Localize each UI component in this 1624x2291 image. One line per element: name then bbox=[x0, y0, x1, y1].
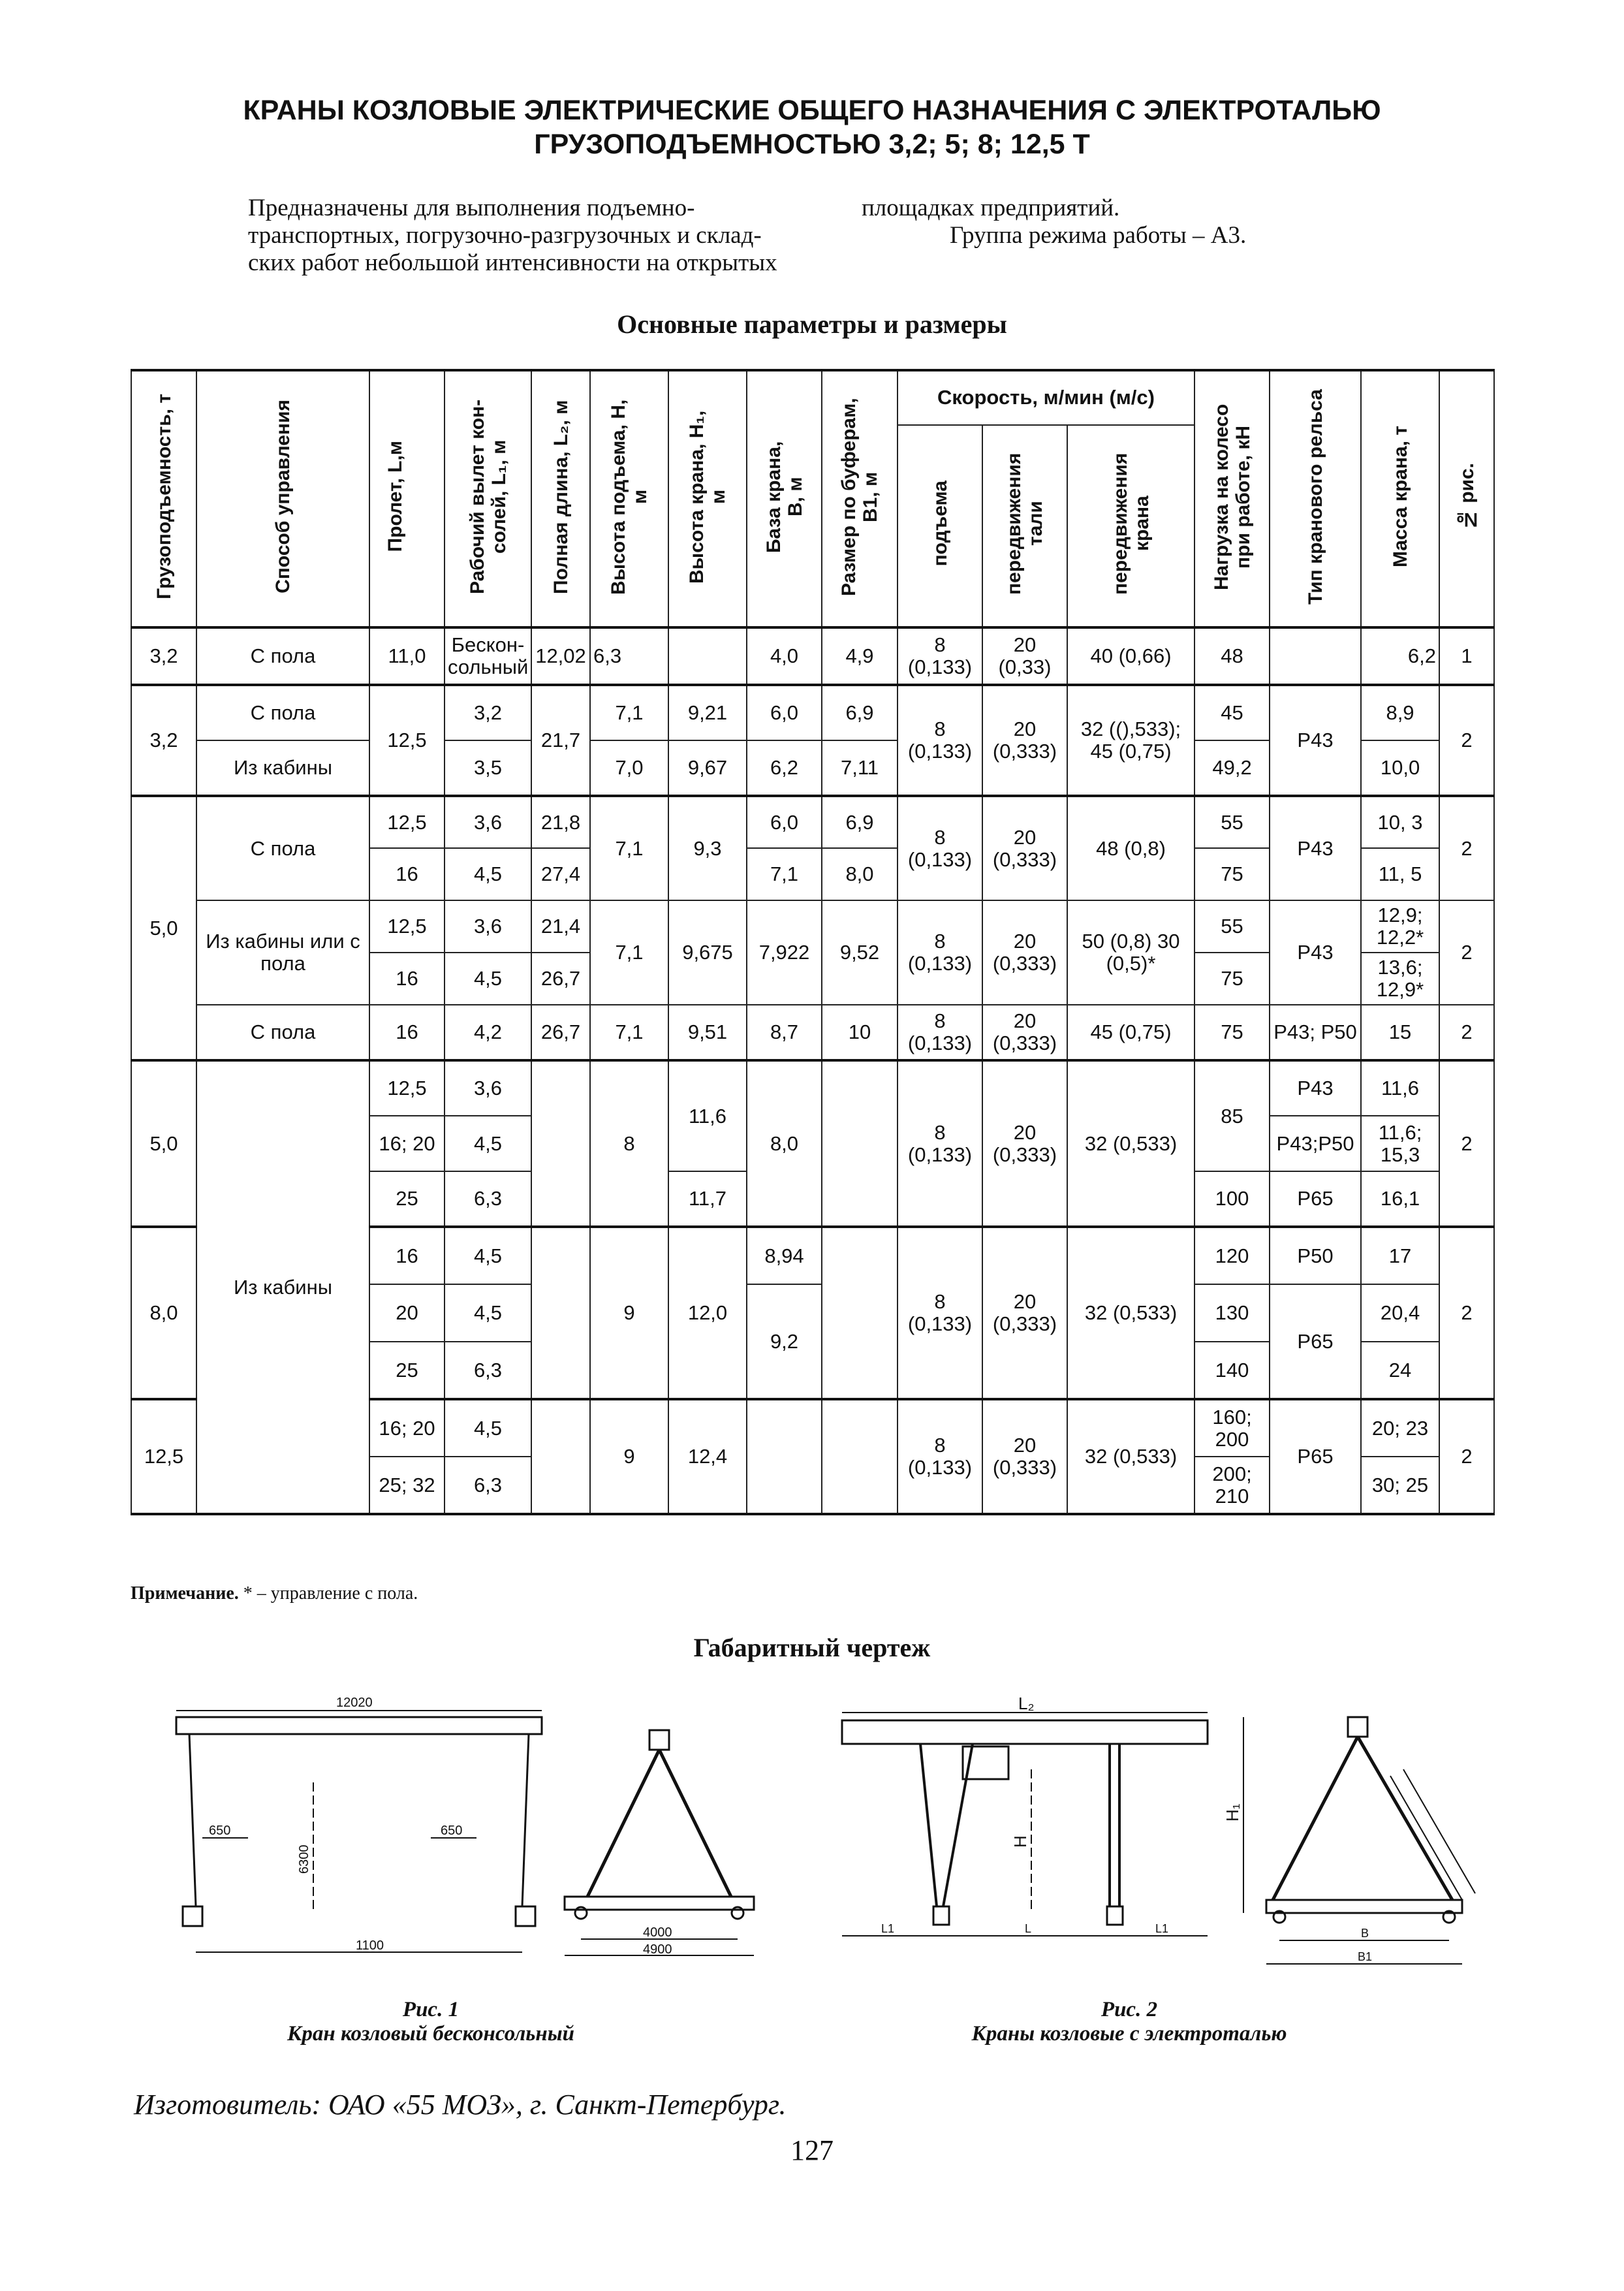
cell: 6,0 bbox=[747, 796, 822, 848]
cell: 9,2 bbox=[747, 1284, 822, 1399]
cell: 20 (0,333) bbox=[982, 1399, 1067, 1514]
page-title bbox=[131, 93, 1493, 161]
fig1-wheel-left bbox=[183, 1906, 202, 1926]
label-4000: 4000 bbox=[643, 1925, 672, 1940]
cell: 10 bbox=[822, 1005, 898, 1060]
cell: 9,67 bbox=[668, 740, 747, 796]
cell: 50 (0,8) 30 (0,5)* bbox=[1067, 900, 1195, 1005]
cell: 9,51 bbox=[668, 1005, 747, 1060]
cell: 10,0 bbox=[1361, 740, 1439, 796]
cell: 4,5 bbox=[445, 848, 531, 900]
header-lift: Высота подъема, Н, м bbox=[608, 398, 651, 595]
cell: 24 bbox=[1361, 1342, 1439, 1399]
note-label: Примечание. bbox=[131, 1583, 239, 1604]
header-rail: Тип кранового рельса bbox=[1304, 388, 1326, 605]
cell: Из кабины bbox=[196, 740, 369, 796]
parameters-table bbox=[131, 369, 1495, 1515]
cell: 85 bbox=[1195, 1060, 1270, 1171]
table-note bbox=[131, 1583, 418, 1604]
header-speed-crane: передвижения крана bbox=[1109, 452, 1153, 595]
title-line-1: КРАНЫ КОЗЛОВЫЕ ЭЛЕКТРИЧЕСКИЕ ОБЩЕГО НАЗНАЧЕНИЯ С ЭЛЕКТРОТАЛЬЮ bbox=[243, 95, 1381, 126]
cell: 13,6; 12,9* bbox=[1361, 953, 1439, 1005]
header-length: Полная длина, L₂, м bbox=[550, 399, 572, 594]
cell: 8 (0,133) bbox=[898, 627, 982, 685]
cell: 2 bbox=[1439, 796, 1494, 900]
label-L1-right: L1 bbox=[1155, 1922, 1169, 1935]
cell: 48 (0,8) bbox=[1067, 796, 1195, 900]
cell: 1 bbox=[1439, 627, 1494, 685]
cell: 8 (0,133) bbox=[898, 1227, 982, 1399]
cell: 12,0 bbox=[668, 1227, 747, 1399]
manufacturer: Изготовитель: ОАО «55 МОЗ», г. Санкт-Петербург. bbox=[134, 2089, 787, 2121]
label-L: L bbox=[1025, 1922, 1032, 1935]
cell: Р50 bbox=[1270, 1227, 1361, 1284]
cell: 120 bbox=[1195, 1227, 1270, 1284]
cell: 4,2 bbox=[445, 1005, 531, 1060]
cell: 2 bbox=[1439, 900, 1494, 1005]
cell: 32 (0,533) bbox=[1067, 1399, 1195, 1514]
cell: С пола bbox=[196, 627, 369, 685]
cell: 3,2 bbox=[445, 685, 531, 740]
cell: 75 bbox=[1195, 953, 1270, 1005]
cell: 11, 5 bbox=[1361, 848, 1439, 900]
cell: 32 ((),533); 45 (0,75) bbox=[1067, 685, 1195, 796]
cell: 49,2 bbox=[1195, 740, 1270, 796]
cell: 9,52 bbox=[822, 900, 898, 1005]
header-speed-hoist: передвижения тали bbox=[1003, 452, 1046, 595]
cell: 20 (0,333) bbox=[982, 1060, 1067, 1227]
table-row bbox=[131, 900, 1494, 953]
cell: 2 bbox=[1439, 1060, 1494, 1227]
cell: 11,0 bbox=[369, 627, 445, 685]
header-fig: № рис. bbox=[1456, 462, 1478, 531]
cell: 3,6 bbox=[445, 900, 531, 953]
table-row bbox=[131, 1005, 1494, 1060]
cell: Р65 bbox=[1270, 1284, 1361, 1399]
cell bbox=[747, 1399, 822, 1514]
cell: 6,3 bbox=[590, 627, 668, 685]
cell: 100 bbox=[1195, 1171, 1270, 1227]
cell: Р43 bbox=[1270, 1060, 1361, 1116]
label-6300: 6300 bbox=[297, 1844, 311, 1874]
fig1-leg-left bbox=[189, 1734, 196, 1906]
cell: 25; 32 bbox=[369, 1457, 445, 1514]
cell: 8 bbox=[590, 1060, 668, 1227]
cell: 4,5 bbox=[445, 1284, 531, 1342]
cell: 7,922 bbox=[747, 900, 822, 1005]
cell bbox=[822, 1399, 898, 1514]
cell: 11,6 bbox=[1361, 1060, 1439, 1116]
fig1-leg-right bbox=[522, 1734, 529, 1906]
label-650-left: 650 bbox=[209, 1824, 231, 1838]
cell: 7,1 bbox=[590, 796, 668, 900]
cell: 40 (0,66) bbox=[1067, 627, 1195, 685]
cell: 5,0 bbox=[131, 1060, 196, 1227]
cell: 4,0 bbox=[747, 627, 822, 685]
header-wheel-load: Нагрузка на колесо при работе, кН bbox=[1210, 403, 1254, 590]
label-H: H bbox=[1010, 1835, 1030, 1848]
cell: 20; 23 bbox=[1361, 1399, 1439, 1457]
cell: 3,5 bbox=[445, 740, 531, 796]
fig1-side-top bbox=[649, 1730, 669, 1750]
cell: 16 bbox=[369, 953, 445, 1005]
cell: 3,2 bbox=[131, 685, 196, 796]
cell: 8,9 bbox=[1361, 685, 1439, 740]
cell: 4,5 bbox=[445, 1399, 531, 1457]
cell: 200; 210 bbox=[1195, 1457, 1270, 1514]
label-H1: H₁ bbox=[1223, 1803, 1242, 1822]
figure-2-text: Краны козловые с электроталью bbox=[971, 2022, 1287, 2046]
title-line-2: ГРУЗОПОДЪЕМНОСТЬЮ 3,2; 5; 8; 12,5 Т bbox=[534, 129, 1090, 160]
figure-1-num: Рис. 1 bbox=[402, 1998, 460, 2021]
cell: 6,9 bbox=[822, 796, 898, 848]
table-row bbox=[131, 1060, 1494, 1116]
cell: 9 bbox=[590, 1227, 668, 1399]
cell bbox=[668, 627, 747, 685]
cell: 20 bbox=[369, 1284, 445, 1342]
cell bbox=[822, 1060, 898, 1227]
cell: Р43 bbox=[1270, 900, 1361, 1005]
cell bbox=[822, 1227, 898, 1399]
cell: С пола bbox=[196, 1005, 369, 1060]
cell: С пола bbox=[196, 685, 369, 740]
cell: 8,0 bbox=[747, 1060, 822, 1227]
label-4900: 4900 bbox=[643, 1942, 672, 1957]
cell bbox=[531, 1399, 590, 1514]
cell: 8,0 bbox=[131, 1227, 196, 1399]
cell: 12,9; 12,2* bbox=[1361, 900, 1439, 953]
cell: 16; 20 bbox=[369, 1116, 445, 1171]
cell: 2 bbox=[1439, 1399, 1494, 1514]
cell: 6,2 bbox=[1361, 627, 1439, 685]
cell: 12,5 bbox=[369, 685, 445, 796]
cell bbox=[531, 1227, 590, 1399]
cell: 11,6 bbox=[668, 1060, 747, 1171]
cell: 6,3 bbox=[445, 1457, 531, 1514]
fig2-side-leg-right bbox=[1358, 1737, 1452, 1900]
cell: 55 bbox=[1195, 900, 1270, 953]
label-1100: 1100 bbox=[356, 1938, 384, 1953]
header-buffer: Размер по буферам, В1, м bbox=[838, 397, 881, 596]
cell: 20 (0,33) bbox=[982, 627, 1067, 685]
cell: 2 bbox=[1439, 1227, 1494, 1399]
cell: 32 (0,533) bbox=[1067, 1060, 1195, 1227]
fig2-side-ladder bbox=[1390, 1769, 1475, 1900]
cell: 15 bbox=[1361, 1005, 1439, 1060]
header-control: Способ управления bbox=[272, 400, 294, 593]
cell: 12,5 bbox=[369, 1060, 445, 1116]
cell: 45 bbox=[1195, 685, 1270, 740]
drawing-title: Габаритный чертеж bbox=[693, 1633, 931, 1662]
fig2-leg-left-2 bbox=[943, 1744, 973, 1906]
figure-2-num: Рис. 2 bbox=[1101, 1998, 1158, 2021]
cell: 6,9 bbox=[822, 685, 898, 740]
label-12020: 12020 bbox=[336, 1698, 373, 1710]
fig1-beam bbox=[176, 1717, 542, 1734]
cell: 8 (0,133) bbox=[898, 1060, 982, 1227]
header-row bbox=[131, 370, 1494, 425]
cell: 3,6 bbox=[445, 796, 531, 848]
cell: 45 (0,75) bbox=[1067, 1005, 1195, 1060]
cell: 9,21 bbox=[668, 685, 747, 740]
intro-line: транспортных, погрузочно-разгрузочных и склад- bbox=[248, 222, 762, 249]
cell: Р43 bbox=[1270, 796, 1361, 900]
header-capacity: Грузоподъемность, т bbox=[153, 394, 175, 599]
cell: 8 (0,133) bbox=[898, 685, 982, 796]
intro-line: Предназначены для выполнения подъемно- bbox=[248, 195, 695, 221]
cell: 8 (0,133) bbox=[898, 1005, 982, 1060]
cell: 20 (0,333) bbox=[982, 1005, 1067, 1060]
cell: 12,5 bbox=[369, 796, 445, 848]
cell: 21,8 bbox=[531, 796, 590, 848]
cell: 3,6 bbox=[445, 1060, 531, 1116]
fig1-side-leg-right bbox=[659, 1750, 731, 1897]
cell: 3,2 bbox=[131, 627, 196, 685]
intro-line: площадках предприятий. bbox=[862, 195, 1120, 221]
cell: 9,675 bbox=[668, 900, 747, 1005]
cell: 11,7 bbox=[668, 1171, 747, 1227]
cell: 7,11 bbox=[822, 740, 898, 796]
cell: 48 bbox=[1195, 627, 1270, 685]
header-height: Высота крана, Н₁, м bbox=[686, 409, 729, 584]
table-row bbox=[131, 685, 1494, 740]
table-row bbox=[131, 627, 1494, 685]
cell: Из кабины bbox=[196, 1060, 369, 1514]
header-speed-group: Скорость, м/мин (м/с) bbox=[937, 386, 1155, 409]
cell: 16,1 bbox=[1361, 1171, 1439, 1227]
cell: 12,4 bbox=[668, 1399, 747, 1514]
cell: 4,5 bbox=[445, 1116, 531, 1171]
cell: 9 bbox=[590, 1399, 668, 1514]
cell: 7,1 bbox=[590, 685, 668, 740]
cell bbox=[531, 1060, 590, 1227]
cell: Из кабины или с пола bbox=[196, 900, 369, 1005]
cell: 55 bbox=[1195, 796, 1270, 848]
fig1-side-leg-left bbox=[587, 1750, 659, 1897]
cell: Р65 bbox=[1270, 1399, 1361, 1514]
cell: 20 (0,333) bbox=[982, 900, 1067, 1005]
cell bbox=[1270, 627, 1361, 685]
cell: 10, 3 bbox=[1361, 796, 1439, 848]
page-number: 127 bbox=[790, 2134, 834, 2166]
cell: 2 bbox=[1439, 1005, 1494, 1060]
table-row bbox=[131, 796, 1494, 848]
cell: 8,7 bbox=[747, 1005, 822, 1060]
header-span: Пролет, L,м bbox=[384, 441, 406, 552]
cell: 32 (0,533) bbox=[1067, 1227, 1195, 1399]
header-mass: Масса крана, т bbox=[1389, 426, 1411, 567]
cell: 130 bbox=[1195, 1284, 1270, 1342]
header-speed-lift: подъема bbox=[929, 481, 951, 567]
cell: 7,1 bbox=[747, 848, 822, 900]
cell: 25 bbox=[369, 1342, 445, 1399]
cell: Р65 bbox=[1270, 1171, 1361, 1227]
fig1-side-base bbox=[565, 1897, 754, 1910]
fig2-leg-left bbox=[920, 1744, 937, 1906]
cell: 12,5 bbox=[131, 1399, 196, 1514]
cell: 7,1 bbox=[590, 900, 668, 1005]
cell: Бескон-сольный bbox=[445, 627, 531, 685]
cell: 17 bbox=[1361, 1227, 1439, 1284]
cell: С пола bbox=[196, 796, 369, 900]
cell: 26,7 bbox=[531, 1005, 590, 1060]
intro-line: ских работ небольшой интенсивности на открытых bbox=[248, 249, 777, 276]
cell: 7,1 bbox=[590, 1005, 668, 1060]
cell: 8,0 bbox=[822, 848, 898, 900]
figure-2-caption bbox=[849, 1998, 1410, 2046]
cell: 21,4 bbox=[531, 900, 590, 953]
cell: 6,3 bbox=[445, 1342, 531, 1399]
fig1-wheel-right bbox=[516, 1906, 535, 1926]
cell: 21,7 bbox=[531, 685, 590, 796]
cell: 16 bbox=[369, 1227, 445, 1284]
cell: 6,2 bbox=[747, 740, 822, 796]
cell: Р43 bbox=[1270, 685, 1361, 796]
cell: 16 bbox=[369, 848, 445, 900]
fig2-wheel-right bbox=[1107, 1906, 1123, 1925]
cell: 11,6; 15,3 bbox=[1361, 1116, 1439, 1171]
header-base: База крана, В, м bbox=[762, 440, 806, 553]
cell: 25 bbox=[369, 1171, 445, 1227]
label-L1-left: L1 bbox=[881, 1922, 895, 1935]
cell: 7,0 bbox=[590, 740, 668, 796]
cell: 140 bbox=[1195, 1342, 1270, 1399]
figure-1-caption bbox=[150, 1998, 711, 2046]
header-overhang: Рабочий вылет кон-солей, L₁, м bbox=[466, 399, 510, 594]
cell: 4,9 bbox=[822, 627, 898, 685]
cell: 12,02 bbox=[531, 627, 590, 685]
fig2-wheel-left bbox=[933, 1906, 949, 1925]
fig2-beam bbox=[842, 1720, 1208, 1744]
cell: 16 bbox=[369, 1005, 445, 1060]
cell: 27,4 bbox=[531, 848, 590, 900]
cell: 8 (0,133) bbox=[898, 1399, 982, 1514]
cell: 8 (0,133) bbox=[898, 796, 982, 900]
cell: 20,4 bbox=[1361, 1284, 1439, 1342]
cell: 6,3 bbox=[445, 1171, 531, 1227]
intro-left bbox=[248, 195, 835, 277]
cell: 75 bbox=[1195, 1005, 1270, 1060]
cell: 26,7 bbox=[531, 953, 590, 1005]
cell: 8,94 bbox=[747, 1227, 822, 1284]
label-L2: L₂ bbox=[1018, 1698, 1035, 1713]
fig2-side-leg-left bbox=[1273, 1737, 1358, 1900]
cell: 5,0 bbox=[131, 796, 196, 1060]
label-650-right: 650 bbox=[441, 1824, 463, 1838]
fig2-side-top bbox=[1348, 1717, 1367, 1737]
cell: 75 bbox=[1195, 848, 1270, 900]
cell: 4,5 bbox=[445, 1227, 531, 1284]
intro-line: Группа режима работы – А3. bbox=[950, 222, 1247, 249]
fig2-side-base bbox=[1266, 1900, 1462, 1913]
cell: 20 (0,333) bbox=[982, 685, 1067, 796]
cell: 20 (0,333) bbox=[982, 1227, 1067, 1399]
label-B: B bbox=[1361, 1927, 1369, 1940]
cell: Р43;Р50 bbox=[1270, 1116, 1361, 1171]
cell: 4,5 bbox=[445, 953, 531, 1005]
label-B1: B1 bbox=[1358, 1950, 1373, 1963]
cell: 8 (0,133) bbox=[898, 900, 982, 1005]
cell: 6,0 bbox=[747, 685, 822, 740]
note-text: * – управление с пола. bbox=[238, 1583, 418, 1604]
cell: 12,5 bbox=[369, 900, 445, 953]
cell: 30; 25 bbox=[1361, 1457, 1439, 1514]
cell: 9,3 bbox=[668, 796, 747, 900]
figure-1-text: Кран козловый бесконсольный bbox=[287, 2022, 574, 2046]
cell: 20 (0,333) bbox=[982, 796, 1067, 900]
table-title: Основные параметры и размеры bbox=[617, 309, 1007, 339]
cell: 2 bbox=[1439, 685, 1494, 796]
cell: 160; 200 bbox=[1195, 1399, 1270, 1457]
cell: Р43; Р50 bbox=[1270, 1005, 1361, 1060]
cell: 16; 20 bbox=[369, 1399, 445, 1457]
intro-right bbox=[862, 195, 1449, 249]
